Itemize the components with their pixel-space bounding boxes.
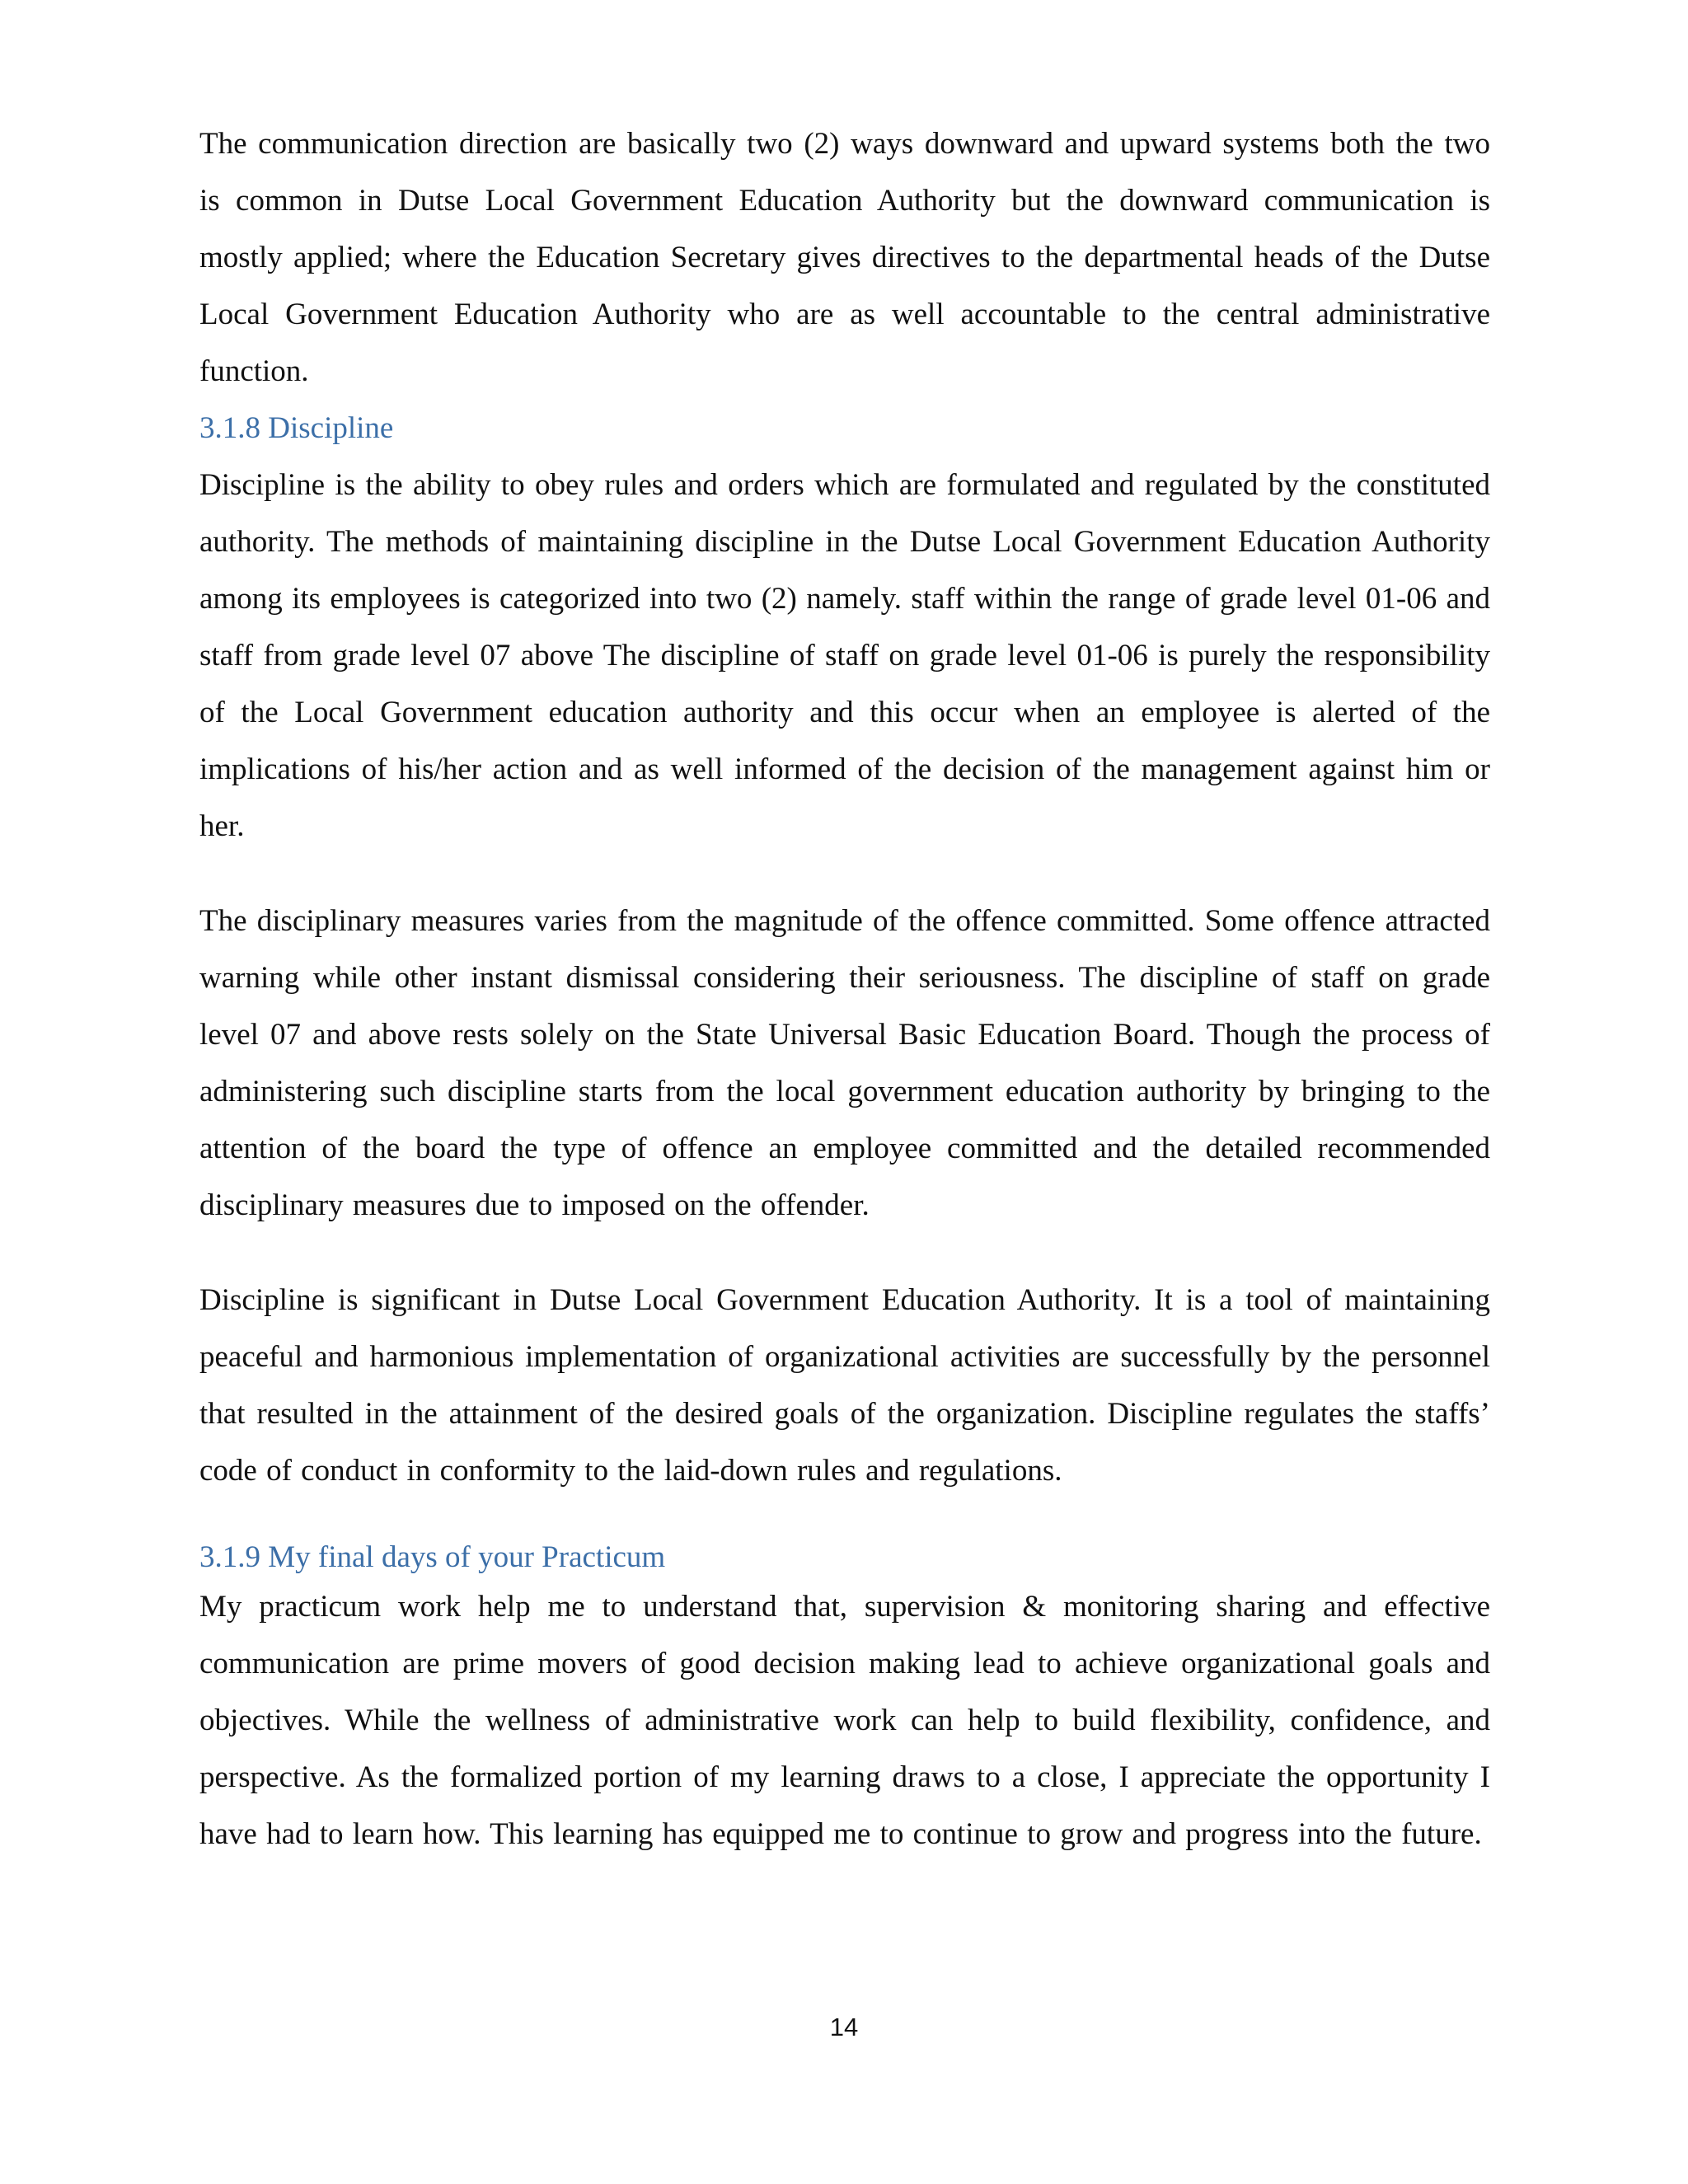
final-days-paragraph: My practicum work help me to understand that, supervision & monitoring sharing and effective communication are prime movers of good decision making lead to achieve organizational goals and objectives. While the wellness of administrative work can help to build flexibility, confidence, and perspective. As the formalized portion of my learning draws to a close, I appreciate the opportunity I have had to learn how. This learning has equipped me to continue to grow and progress into the future. xyxy=(199,1590,1490,1851)
page-content xyxy=(199,115,1490,1863)
intro-paragraph: The communication direction are basically two (2) ways downward and upward systems both the two is common in Dutse Local Government Education Authority but the downward communication is mostly applied; where the Education Secretary gives directives to the departmental heads of the Dutse Local Government Education Authority who are as well accountable to the central administrative function. xyxy=(199,127,1490,388)
section-heading-discipline: 3.1.8 Discipline xyxy=(199,411,394,445)
paragraph-spacer xyxy=(199,1499,1490,1537)
paragraph-spacer xyxy=(199,1234,1490,1272)
discipline-paragraph-3: Discipline is significant in Dutse Local Government Education Authority. It is a tool of maintaining peaceful and harmonious implementation of organizational activities are successfully by the personnel that resulted in the attainment of the desired goals of the organization. Discipline regulates the staffs’ code of conduct in conformity to the laid-down rules and regulations. xyxy=(199,1283,1490,1488)
discipline-paragraph-1: Discipline is the ability to obey rules and orders which are formulated and regulated by the constituted authority. The methods of maintaining discipline in the Dutse Local Government Education Authority among its employees is categorized into two (2) namely. staff within the range of grade level 01-06 and staff from grade level 07 above The discipline of staff on grade level 01-06 is purely the responsibility of the Local Government education authority and this occur when an employee is alerted of the implications of his/her action and as well informed of the decision of the management against him or her. xyxy=(199,468,1490,843)
section-heading-final-days: 3.1.9 My final days of your Practicum xyxy=(199,1540,666,1574)
page-number: 14 xyxy=(829,2013,859,2041)
paragraph-spacer xyxy=(199,855,1490,893)
discipline-paragraph-2: The disciplinary measures varies from the magnitude of the offence committed. Some offence attracted warning while other instant dismissal considering their seriousness. The discipline of staff on grade level 07 and above rests solely on the State Universal Basic Education Board. Though the process of administering such discipline starts from the local government education authority by bringing to the attention of the board the type of offence an employee committed and the detailed recommended disciplinary measures due to imposed on the offender. xyxy=(199,904,1490,1222)
